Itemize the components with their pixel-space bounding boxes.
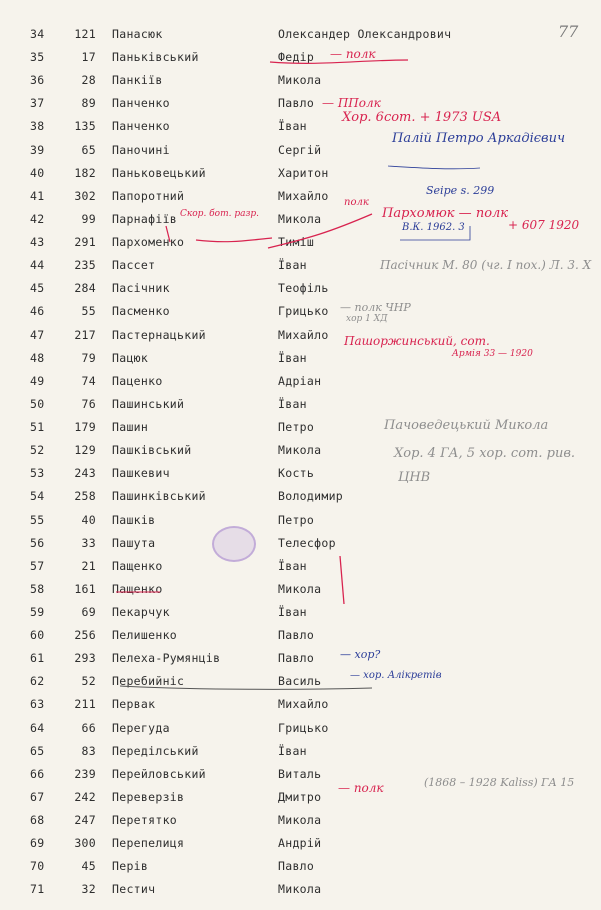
annotation-38c: Seipe s. 299 — [426, 184, 495, 197]
entry-number: 182 — [74, 165, 96, 180]
entry-first-name: Їван — [278, 558, 307, 573]
entry-first-name: Харитон — [278, 165, 329, 180]
entry-first-name: Їван — [278, 605, 307, 619]
list-item — [0, 628, 601, 651]
list-item — [0, 143, 601, 166]
annotation-35: — полк — [330, 47, 376, 61]
entry-number: 258 — [74, 489, 96, 504]
entry-index: 37 — [30, 96, 45, 111]
entry-index: 54 — [30, 489, 45, 504]
entry-number: 79 — [81, 350, 96, 365]
list-item — [0, 697, 601, 720]
entry-surname: Панасюк — [112, 27, 163, 41]
entry-index: 36 — [30, 73, 45, 88]
entry-surname: Переверзів — [112, 789, 185, 804]
entry-surname: Пашківський — [112, 443, 192, 458]
entry-index: 41 — [30, 188, 45, 203]
entry-number: 74 — [81, 373, 96, 388]
entry-first-name: Микола — [278, 73, 322, 88]
annotation-38: Хор. 6сот. + 1973 USA — [342, 110, 502, 125]
entry-index: 49 — [30, 373, 45, 388]
entry-index: 57 — [30, 558, 45, 573]
entry-first-name: Тиміш — [278, 235, 315, 250]
annotation-42b: полк — [344, 197, 369, 208]
entry-surname: Пащенко — [112, 581, 163, 596]
entry-index: 47 — [30, 327, 45, 342]
entry-first-name: Їван — [278, 396, 307, 411]
entry-index: 52 — [30, 443, 45, 458]
entry-index: 48 — [30, 350, 45, 365]
entry-surname: Пасічник — [112, 281, 170, 296]
list-item — [0, 859, 601, 882]
ink-stamp — [212, 526, 256, 562]
annotation-67b: (1868 – 1928 Kaliss) ГА 15 — [424, 776, 575, 789]
entry-first-name: Федір — [278, 50, 315, 65]
entry-number: 33 — [81, 535, 96, 550]
entry-index: 38 — [30, 119, 45, 134]
entry-index: 39 — [30, 142, 45, 157]
entry-surname: Первак — [112, 697, 156, 712]
annotation-62: — хор. Алікретів — [350, 670, 442, 681]
list-item — [0, 836, 601, 859]
entry-surname: Паньковецький — [112, 165, 206, 180]
entry-index: 43 — [30, 235, 45, 250]
entry-surname: Пашута — [112, 535, 156, 550]
entry-number: 247 — [74, 813, 96, 828]
entry-number: 89 — [81, 96, 96, 111]
entry-first-name: Грицько — [278, 304, 329, 319]
entry-surname: Панченко — [112, 96, 170, 111]
entry-number: 243 — [74, 466, 96, 481]
entry-surname: Папоротний — [112, 188, 185, 203]
entry-surname: Пашинський — [112, 396, 185, 411]
entry-surname: Паньківський — [112, 50, 199, 65]
entry-first-name: Михайло — [278, 188, 329, 203]
entry-number: 28 — [81, 73, 96, 88]
list-item — [0, 304, 601, 327]
entry-number: 21 — [81, 558, 96, 573]
annotation-37: — ППолк — [322, 96, 381, 110]
entry-surname: Перегуда — [112, 720, 170, 735]
entry-surname: Пархоменко — [112, 235, 185, 250]
list-item — [0, 882, 601, 905]
entry-number: 129 — [74, 443, 96, 458]
entry-index: 67 — [30, 789, 45, 804]
list-item — [0, 674, 601, 697]
list-item — [0, 328, 601, 351]
entry-number: 76 — [81, 396, 96, 411]
list-item — [0, 559, 601, 582]
entry-surname: Пассет — [112, 258, 156, 273]
annotation-44: Пасічник М. 80 (чг. І пох.) Л. 3. X — [380, 258, 592, 272]
entry-surname: Паночині — [112, 142, 170, 157]
entry-number: 135 — [74, 119, 96, 134]
entry-number: 69 — [81, 605, 96, 619]
entry-index: 59 — [30, 605, 45, 619]
entry-number: 293 — [74, 651, 96, 666]
entry-index: 35 — [30, 50, 45, 65]
entry-first-name: Виталь — [278, 766, 322, 781]
annotation-42a: Скор. бот. разр. — [180, 209, 259, 219]
entry-index: 70 — [30, 859, 45, 874]
annotation-42c: Пархомюк — полк — [382, 206, 509, 221]
entry-number: 217 — [74, 327, 96, 342]
entry-surname: Панкіїв — [112, 73, 163, 88]
list-item — [0, 374, 601, 397]
entry-surname: Перейловський — [112, 766, 206, 781]
annotation-38b: Палій Петро Аркадієвич — [392, 131, 566, 146]
entry-first-name: Дмитро — [278, 789, 322, 804]
entry-surname: Пашин — [112, 420, 149, 435]
entry-surname: Парнафіїв — [112, 211, 178, 226]
annotation-61: — хор? — [340, 648, 381, 661]
entry-index: 62 — [30, 674, 45, 689]
entry-number: 66 — [81, 720, 96, 735]
entry-index: 55 — [30, 512, 45, 527]
entry-number: 32 — [81, 882, 96, 897]
entry-surname: Пащенко — [112, 558, 163, 573]
entry-surname: Переділський — [112, 743, 199, 758]
entry-surname: Пашків — [112, 512, 156, 527]
entry-index: 65 — [30, 743, 45, 758]
entry-first-name: Їван — [278, 743, 307, 758]
entry-first-name: Адріан — [278, 373, 322, 388]
entry-number: 52 — [81, 674, 96, 689]
list-item — [0, 166, 601, 189]
entry-first-name: Телесфор — [278, 535, 336, 550]
entry-index: 40 — [30, 165, 45, 180]
entry-first-name: Микола — [278, 443, 322, 458]
list-item — [0, 96, 601, 119]
page-number: 77 — [558, 22, 579, 41]
entry-number: 300 — [74, 836, 96, 851]
entry-first-name: Павло — [278, 859, 315, 874]
entry-index: 58 — [30, 581, 45, 596]
entry-number: 256 — [74, 628, 96, 643]
entry-surname: Пекарчук — [112, 605, 170, 619]
entry-surname: Пасменко — [112, 304, 170, 319]
entry-first-name: Сергій — [278, 142, 322, 157]
annotation-42d: В.К. 1962. 3 — [402, 222, 465, 233]
list-item — [0, 281, 601, 304]
entry-first-name: Михайло — [278, 327, 329, 342]
entry-first-name: Микола — [278, 882, 322, 897]
entry-number: 179 — [74, 420, 96, 435]
entry-first-name: Петро — [278, 512, 315, 527]
entry-index: 68 — [30, 813, 45, 828]
entry-number: 291 — [74, 235, 96, 250]
entry-surname: Пашинківський — [112, 489, 206, 504]
entry-index: 56 — [30, 535, 45, 550]
entry-first-name: Василь — [278, 674, 322, 689]
entry-surname: Пацюк — [112, 350, 149, 365]
entry-index: 60 — [30, 628, 45, 643]
list-item — [0, 466, 601, 489]
entry-index: 51 — [30, 420, 45, 435]
entry-index: 63 — [30, 697, 45, 712]
entry-number: 235 — [74, 258, 96, 273]
annotation-51b: Хор. 4 ГА, 5 хор. сот. рив. — [394, 446, 576, 461]
entry-number: 302 — [74, 188, 96, 203]
list-item — [0, 27, 601, 50]
entry-surname: Пастернацький — [112, 327, 206, 342]
entry-first-name: Петро — [278, 420, 315, 435]
list-item — [0, 813, 601, 836]
entry-first-name: Грицько — [278, 720, 329, 735]
entry-number: 83 — [81, 743, 96, 758]
entry-index: 44 — [30, 258, 45, 273]
list-item — [0, 50, 601, 73]
entry-surname: Перетятко — [112, 813, 178, 828]
entry-first-name: Микола — [278, 211, 322, 226]
entry-number: 45 — [81, 859, 96, 874]
entry-surname: Перів — [112, 859, 149, 874]
list-item — [0, 790, 601, 813]
entry-number: 17 — [81, 50, 96, 65]
entry-first-name: Микола — [278, 813, 322, 828]
entry-number: 211 — [74, 697, 96, 712]
entry-number: 161 — [74, 581, 96, 596]
entry-surname: Пестич — [112, 882, 156, 897]
annotation-51c: ЦНВ — [398, 470, 431, 485]
list-item — [0, 536, 601, 559]
entry-first-name: Микола — [278, 581, 322, 596]
entry-index: 42 — [30, 211, 45, 226]
entry-first-name: Павло — [278, 628, 315, 643]
entry-number: 99 — [81, 211, 96, 226]
entry-index: 34 — [30, 27, 45, 41]
list-item — [0, 235, 601, 258]
annotation-47b: Армія 33 — 1920 — [452, 349, 533, 359]
entry-first-name: Їван — [278, 350, 307, 365]
list-item — [0, 744, 601, 767]
entry-number: 242 — [74, 789, 96, 804]
entry-surname: Панченко — [112, 119, 170, 134]
entry-first-name: Олександер Олександрович — [278, 27, 452, 41]
entry-number: 55 — [81, 304, 96, 319]
entry-surname: Пашкевич — [112, 466, 170, 481]
entry-surname: Паценко — [112, 373, 163, 388]
entry-number: 40 — [81, 512, 96, 527]
annotation-47: Пашоржинський, сот. — [344, 334, 490, 348]
entry-surname: Перебийніс — [112, 674, 185, 689]
list-item — [0, 605, 601, 628]
entry-index: 50 — [30, 396, 45, 411]
entry-number: 284 — [74, 281, 96, 296]
annotation-46b: хор 1 ХД — [346, 314, 388, 324]
entry-number: 65 — [81, 142, 96, 157]
entry-index: 66 — [30, 766, 45, 781]
list-item — [0, 489, 601, 512]
entry-first-name: Кость — [278, 466, 315, 481]
annotation-51: Пачоведецький Микола — [384, 418, 549, 433]
annotation-46: — полк ЧНР — [340, 301, 411, 314]
entry-first-name: Павло — [278, 651, 315, 666]
list-item — [0, 651, 601, 674]
entry-first-name: Їван — [278, 119, 307, 134]
entry-index: 64 — [30, 720, 45, 735]
entry-first-name: Теофіль — [278, 281, 329, 296]
entry-first-name: Володимир — [278, 489, 344, 504]
entry-index: 71 — [30, 882, 45, 897]
list-item — [0, 397, 601, 420]
entry-index: 53 — [30, 466, 45, 481]
entry-index: 61 — [30, 651, 45, 666]
annotation-67: — полк — [338, 781, 384, 795]
entry-number: 121 — [74, 27, 96, 41]
annotation-42e: + 607 1920 — [508, 218, 580, 232]
list-item — [0, 721, 601, 744]
list-item — [0, 582, 601, 605]
entry-index: 69 — [30, 836, 45, 851]
entry-surname: Пелишенко — [112, 628, 178, 643]
list-item — [0, 189, 601, 212]
entry-first-name: Їван — [278, 258, 307, 273]
entry-first-name: Михайло — [278, 697, 329, 712]
list-item — [0, 513, 601, 536]
entry-surname: Перепелиця — [112, 836, 185, 851]
entry-index: 45 — [30, 281, 45, 296]
entry-first-name: Павло — [278, 96, 315, 111]
list-item — [0, 73, 601, 96]
entry-index: 46 — [30, 304, 45, 319]
entry-number: 239 — [74, 766, 96, 781]
entry-first-name: Андрій — [278, 836, 322, 851]
entry-surname: Пелеха-Румянців — [112, 651, 221, 666]
